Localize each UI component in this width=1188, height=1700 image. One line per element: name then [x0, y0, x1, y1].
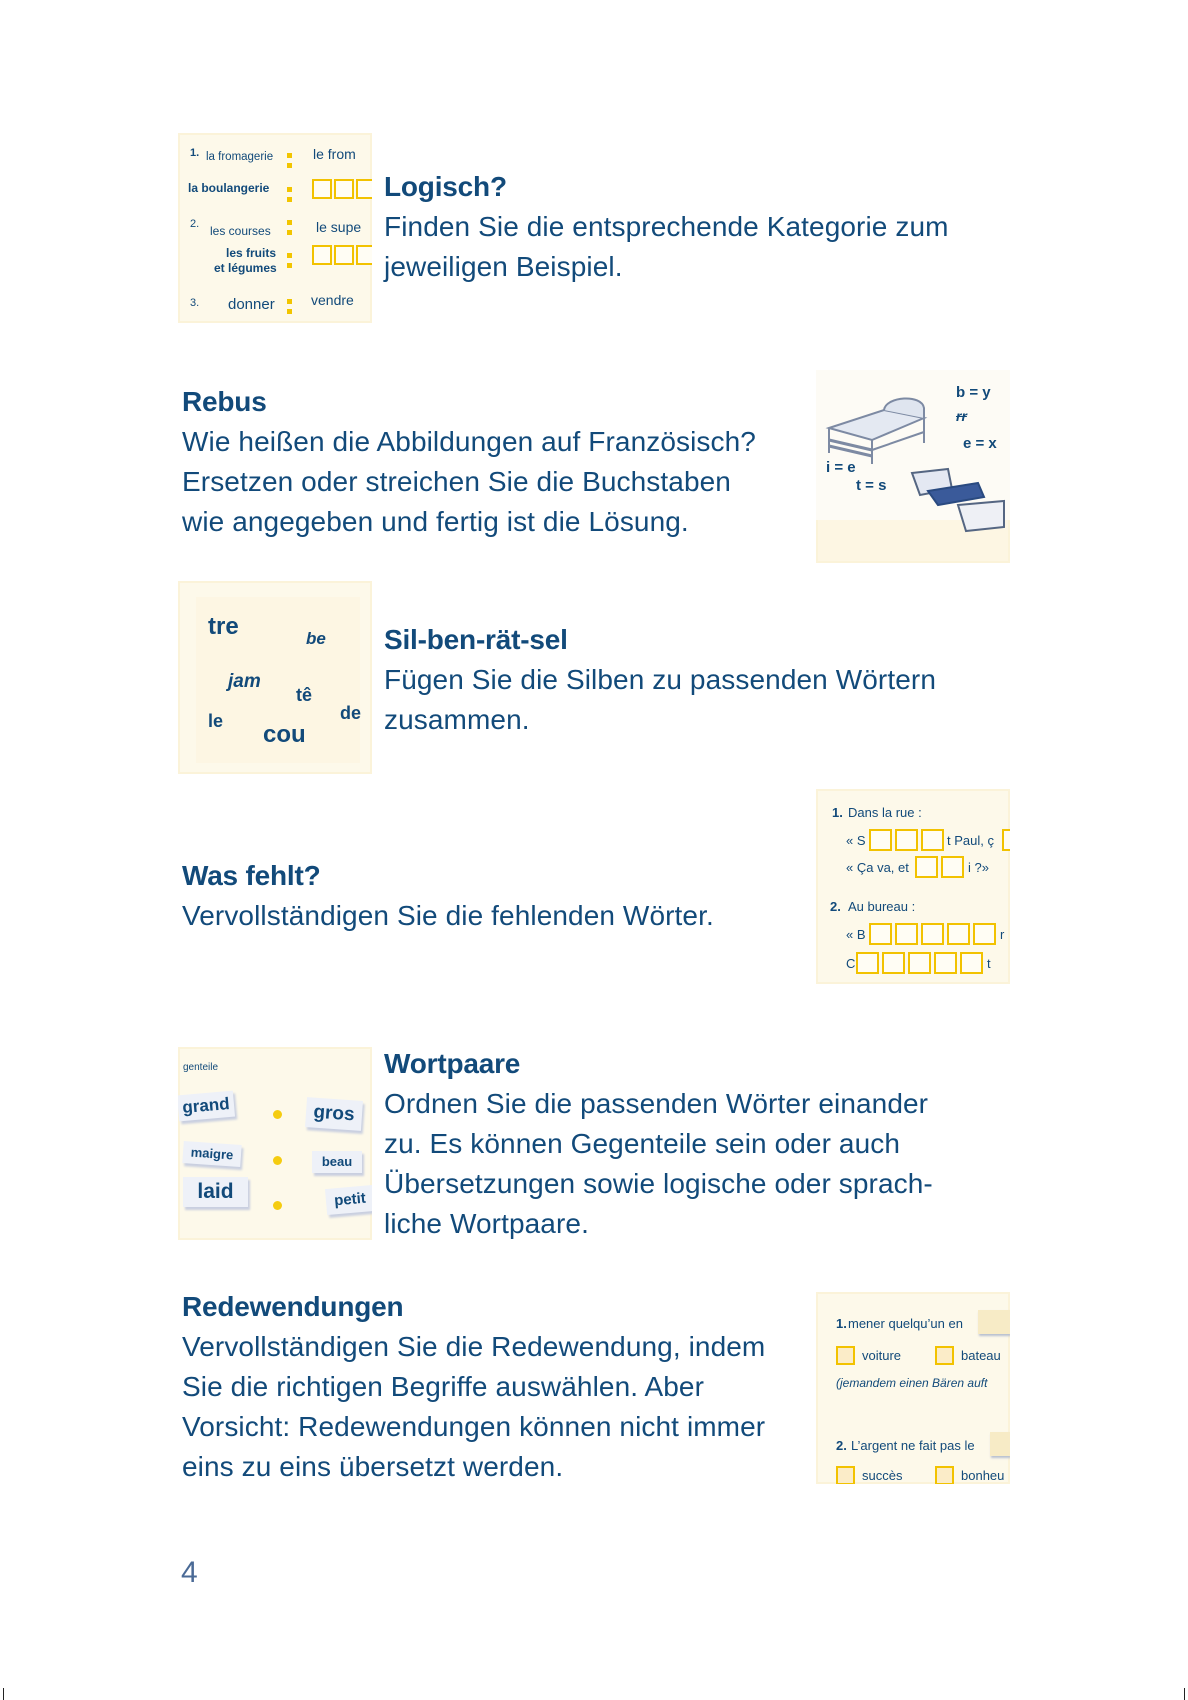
section-title-wortpaare: Wortpaare: [384, 1048, 521, 1079]
row-left-word: les courses: [210, 224, 271, 238]
letter-box: [856, 952, 879, 974]
item-number: 1.: [832, 805, 843, 820]
option-label: succès: [862, 1468, 903, 1483]
gap-line-suffix: r: [1000, 927, 1005, 942]
match-dot: [273, 1110, 282, 1119]
redewendungen-thumbnail: [816, 1292, 1010, 1484]
body-line: liche Wortpaare.: [384, 1208, 589, 1239]
answer-slot: [990, 1432, 1010, 1456]
section-title-was-fehlt: Was fehlt?: [182, 860, 321, 891]
option-label: bonheu: [961, 1468, 1005, 1483]
body-line: wie angegeben und fertig ist die Lösung.: [182, 506, 689, 537]
logisch-thumbnail: [178, 133, 372, 323]
gap-line-prefix: « Ça va, et: [846, 860, 909, 875]
option-label: voiture: [862, 1348, 902, 1363]
body-line: Ordnen Sie die passenden Wörter einander: [384, 1088, 929, 1119]
section-title-redewendungen: Redewendungen: [182, 1291, 404, 1322]
body-line: jeweiligen Beispiel.: [384, 251, 623, 282]
crop-mark-right: [1184, 1688, 1185, 1700]
word-card: gros: [305, 1097, 363, 1131]
option-checkbox: [935, 1466, 954, 1484]
section-title-logisch: Logisch?: [384, 171, 507, 202]
body-line: Sie die richtigen Begriffe auswählen. Aber: [182, 1371, 705, 1402]
rebus-rule: t = s: [856, 477, 887, 494]
answer-slot: [978, 1310, 1010, 1334]
answer-box: [312, 245, 332, 265]
letter-box: [921, 923, 944, 945]
row-number: 1.: [190, 147, 200, 159]
thumbnail-label: genteile: [183, 1062, 219, 1073]
page-number: 4: [181, 1556, 198, 1589]
bed-illustration-icon: [824, 388, 934, 468]
gap-line-suffix: t Paul, ç: [947, 833, 994, 848]
row-left-word: les fruits: [226, 246, 277, 260]
body-line: Wie heißen die Abbildungen auf Französisch?: [182, 426, 756, 457]
gap-line-prefix: « S: [846, 833, 866, 848]
translation-hint: (jemandem einen Bären auft: [836, 1376, 988, 1390]
syllable: jam: [228, 671, 261, 692]
section-body-was-fehlt: [182, 896, 714, 936]
section-title-silbenraetsel: Sil-ben-rät-sel: [384, 624, 568, 655]
crop-mark-left: [3, 1688, 4, 1700]
letter-box: [895, 829, 918, 851]
letter-box: [915, 856, 938, 878]
row-left-word-2: et légumes: [214, 261, 277, 275]
word-card: laid: [183, 1177, 248, 1207]
letter-box: [947, 923, 970, 945]
row-left-word: donner: [228, 296, 275, 313]
body-line: eins zu eins übersetzt werden.: [182, 1451, 564, 1482]
answer-box: [356, 245, 372, 265]
body-line: Fügen Sie die Silben zu passenden Wörtern: [384, 664, 936, 695]
option-checkbox: [935, 1346, 954, 1365]
section-title-rebus: Rebus: [182, 386, 267, 417]
answer-box: [334, 245, 354, 265]
answer-box: [312, 179, 332, 199]
body-line: Finden Sie die entsprechende Kategorie zum: [384, 211, 949, 242]
row-right-word: le supe: [316, 219, 362, 235]
letter-box: [960, 952, 983, 974]
letter-box: [895, 923, 918, 945]
section-body-rebus: [182, 422, 756, 542]
item-heading: Dans la rue :: [848, 805, 922, 820]
gap-line-suffix: i ?»: [968, 860, 989, 875]
answer-box: [334, 179, 354, 199]
row-left-word: la fromagerie: [206, 151, 274, 163]
word-card: beau: [312, 1151, 362, 1173]
gap-line-prefix: C: [846, 956, 856, 971]
letter-box: [921, 829, 944, 851]
letter-box: [869, 829, 892, 851]
body-line: zu. Es können Gegenteile sein oder auch: [384, 1128, 901, 1159]
question-number: 1.: [836, 1316, 847, 1331]
letter-box: [973, 923, 996, 945]
rebus-rule: e = x: [963, 435, 997, 452]
row-number: 3.: [190, 297, 200, 309]
body-line: Vervollständigen Sie die fehlenden Wörter.: [182, 900, 714, 931]
item-number: 2.: [830, 899, 841, 914]
wortpaare-thumbnail: [178, 1047, 372, 1240]
letter-box: [1002, 829, 1010, 851]
letter-box: [941, 856, 964, 878]
row-right-word: vendre: [311, 292, 354, 308]
silbenraetsel-thumbnail: [178, 581, 372, 774]
answer-box: [356, 179, 372, 199]
section-body-silbenraetsel: [384, 660, 936, 740]
option-checkbox: [836, 1466, 855, 1484]
body-line: Ersetzen oder streichen Sie die Buchstaben: [182, 466, 731, 497]
gap-line-suffix: t: [987, 956, 991, 971]
question-text: mener quelqu’un en: [848, 1316, 963, 1331]
match-dot: [273, 1201, 282, 1210]
body-line: Übersetzungen sowie logische oder sprach-: [384, 1168, 933, 1199]
was-fehlt-thumbnail: [816, 789, 1010, 984]
section-body-redewendungen: [182, 1327, 765, 1487]
section-body-wortpaare: [384, 1084, 933, 1244]
syllable: cou: [263, 721, 306, 748]
rebus-rule: b = y: [956, 384, 991, 401]
row-number: 2.: [190, 218, 200, 230]
shoe-illustration-icon: [908, 465, 1008, 545]
letter-box: [908, 952, 931, 974]
option-label: bateau: [961, 1348, 1001, 1363]
item-heading: Au bureau :: [848, 899, 916, 914]
option-checkbox: [836, 1346, 855, 1365]
row-right-word: le from: [313, 146, 356, 162]
letter-box: [882, 952, 905, 974]
syllable: be: [306, 629, 326, 648]
question-number: 2.: [836, 1438, 847, 1453]
match-dot: [273, 1156, 282, 1165]
row-left-word: la boulangerie: [188, 181, 270, 195]
syllable: le: [208, 711, 224, 731]
rebus-strike: rr: [956, 408, 967, 424]
word-card: maigre: [182, 1141, 241, 1167]
syllable: de: [340, 703, 362, 723]
syllable: tê: [296, 685, 313, 705]
letter-box: [869, 923, 892, 945]
syllable: tre: [208, 613, 239, 640]
body-line: Vervollständigen Sie die Redewendung, indem: [182, 1331, 766, 1362]
body-line: zusammen.: [384, 704, 530, 735]
word-card: grand: [178, 1091, 235, 1122]
gap-line-prefix: « B: [846, 927, 866, 942]
rebus-thumbnail: [816, 370, 1010, 563]
question-text: L’argent ne fait pas le: [851, 1438, 975, 1453]
word-card: petit: [325, 1185, 372, 1215]
section-body-logisch: [384, 207, 949, 287]
body-line: Vorsicht: Redewendungen können nicht immer: [182, 1411, 766, 1442]
rebus-rule: i = e: [826, 459, 856, 476]
letter-box: [934, 952, 957, 974]
